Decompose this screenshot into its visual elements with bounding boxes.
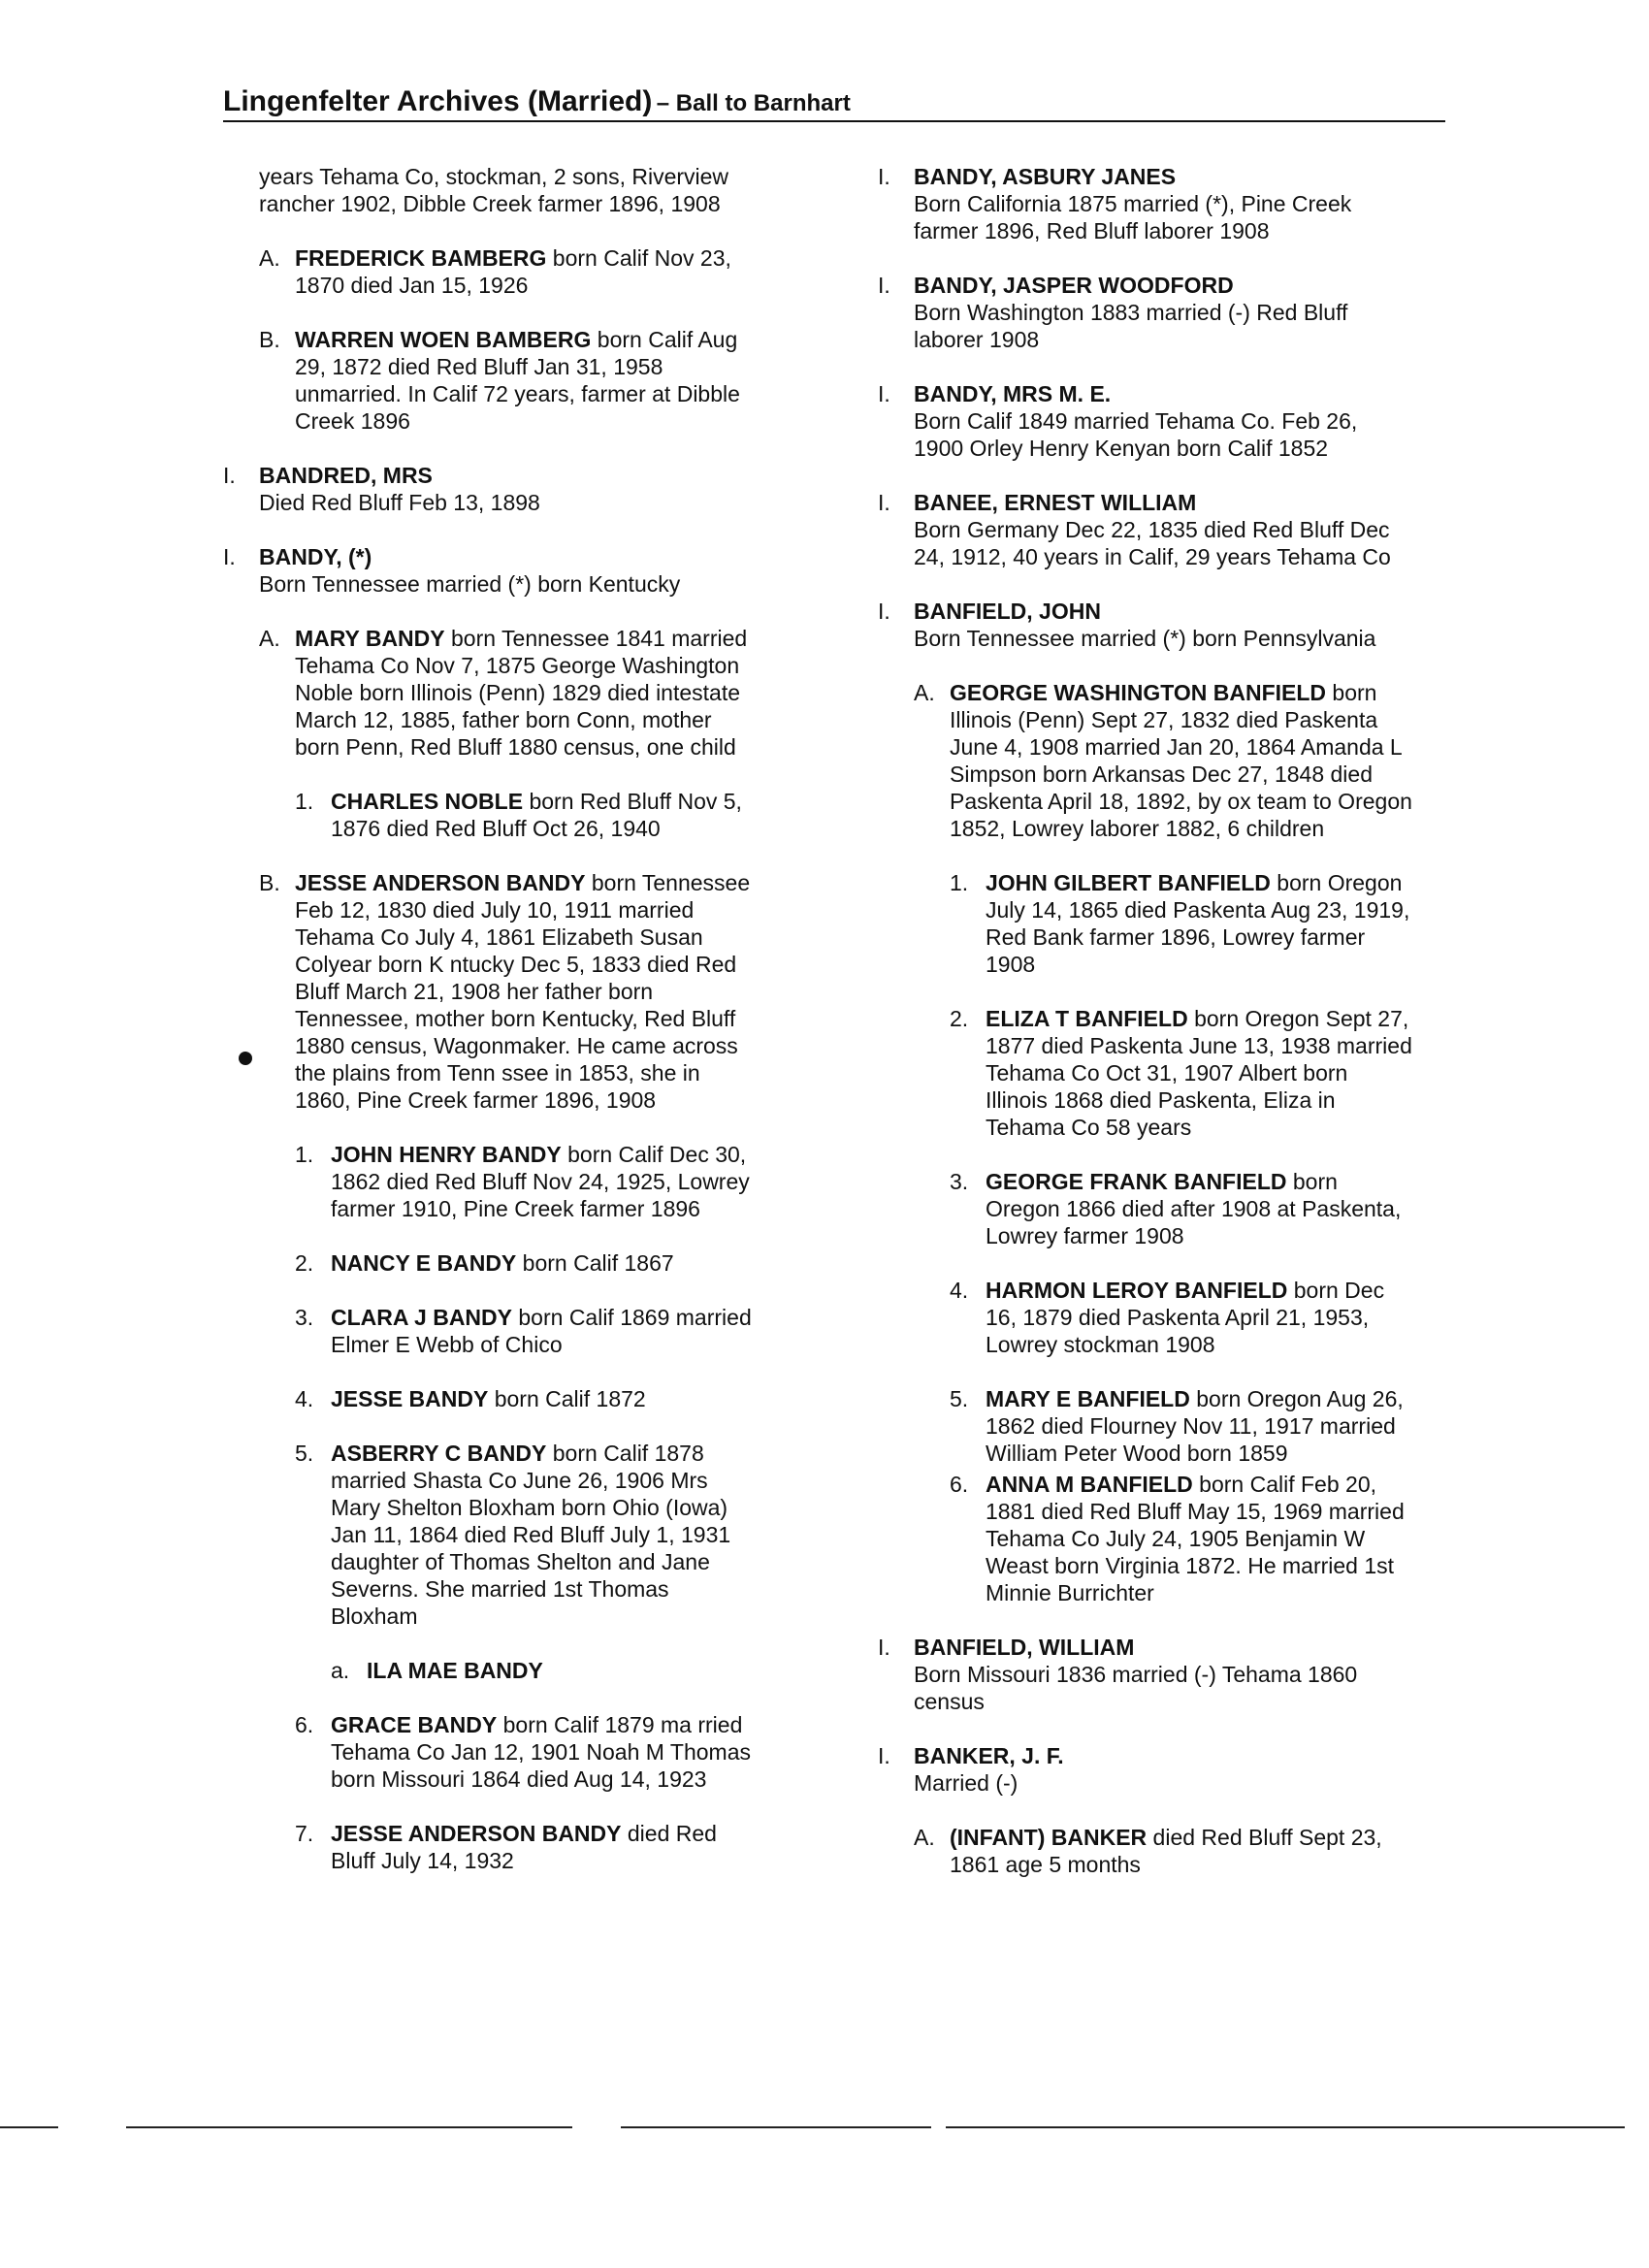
entry xyxy=(950,1471,1470,1606)
entry-marker: 4. xyxy=(295,1386,314,1411)
entry-marker: A. xyxy=(259,245,280,271)
entry xyxy=(878,598,1470,652)
entry-body xyxy=(914,272,1470,353)
entry-body xyxy=(331,1141,805,1222)
entry-marker: 7. xyxy=(295,1821,314,1846)
entry xyxy=(259,244,805,299)
entry-marker: I. xyxy=(878,1635,890,1660)
entry-name: ILA MAE BANDY xyxy=(367,1658,543,1683)
entry-name: GEORGE FRANK BANFIELD xyxy=(986,1169,1287,1194)
entry-marker: 5. xyxy=(295,1441,314,1466)
entry xyxy=(878,272,1470,353)
entry-marker: 1. xyxy=(295,1142,314,1167)
entry-text: born Calif 1869 married Elmer E Webb of Chico xyxy=(331,1305,752,1357)
entry-marker: 6. xyxy=(295,1712,314,1737)
entry-marker: 6. xyxy=(950,1472,969,1497)
entry-text: born Tennessee 1841 married Tehama Co Nov 7, 1875 George Washington Noble born Illinois (Penn) 1829 died intestate March 12, 1885, father born Conn, mother born Penn, Red Bluff 1880 census, one child xyxy=(295,626,748,760)
entry-marker: 1. xyxy=(950,870,969,895)
entry-marker: I. xyxy=(878,273,890,298)
entry-name: (INFANT) BANKER xyxy=(950,1825,1148,1850)
entry-text: Born Germany Dec 22, 1835 died Red Bluff Dec 24, 1912, 40 years in Calif, 29 years Tehama Co xyxy=(914,517,1391,569)
entry xyxy=(950,1385,1470,1467)
entry-name: BANFIELD, JOHN xyxy=(914,599,1101,624)
entry-name: ANNA M BANFIELD xyxy=(986,1472,1193,1497)
entry-text: born Calif Feb 20, 1881 died Red Bluff May 15, 1969 married Tehama Co July 24, 1905 Benjamin W Weast born Virginia 1872. He married 1st Minnie Burrichter xyxy=(986,1472,1405,1605)
entry-name: BANDY, JASPER WOODFORD xyxy=(914,273,1234,298)
entry-body xyxy=(986,1005,1470,1141)
entry-text: born Red Bluff Nov 5, 1876 died Red Bluff Oct 26, 1940 xyxy=(331,789,742,841)
entry-name: JOHN HENRY BANDY xyxy=(331,1142,562,1167)
entry-marker: I. xyxy=(878,490,890,515)
entry-text: Born Missouri 1836 married (-) Tehama 1860 census xyxy=(914,1662,1358,1714)
entry-name: CHARLES NOBLE xyxy=(331,789,524,814)
entry-name: BANKER, J. F. xyxy=(914,1743,1064,1768)
entry xyxy=(295,1385,805,1412)
entry-name: CLARA J BANDY xyxy=(331,1305,512,1330)
entry-body xyxy=(986,1277,1470,1358)
entry-body xyxy=(950,1824,1470,1878)
entry-marker: a. xyxy=(331,1658,350,1683)
entry-body xyxy=(986,1168,1470,1249)
scan-rule-segment xyxy=(946,2126,1625,2128)
entry-text: born Calif 1879 ma rried Tehama Co Jan 12, 1901 Noah M Thomas born Missouri 1864 died Aug 14, 1923 xyxy=(331,1712,751,1792)
entry-text: born Oregon July 14, 1865 died Paskenta Aug 23, 1919, Red Bank farmer 1896, Lowrey farmer 1908 xyxy=(986,870,1410,977)
entry-text: Born Tennessee married (*) born Pennsylvania xyxy=(914,626,1376,651)
entry-marker: 1. xyxy=(295,789,314,814)
entry-text: born Illinois (Penn) Sept 27, 1832 died Paskenta June 4, 1908 married Jan 20, 1864 Amanda L Simpson born Arkansas Dec 27, 1848 died Paskenta April 18, 1892, by ox team to Oregon 1852, Lowrey laborer 1882, 6 children xyxy=(950,680,1412,841)
entry xyxy=(259,869,805,1114)
entry xyxy=(331,1657,805,1684)
entry-text: Died Red Bluff Feb 13, 1898 xyxy=(259,490,540,515)
entry-marker: 3. xyxy=(295,1305,314,1330)
entry-name: BANDY, ASBURY JANES xyxy=(914,164,1177,189)
entry-name: GRACE BANDY xyxy=(331,1712,498,1737)
entry xyxy=(950,1277,1470,1358)
entry-body xyxy=(259,462,805,516)
entry xyxy=(295,1304,805,1358)
entry xyxy=(295,1711,805,1793)
entry-text: died Red Bluff Sept 23, 1861 age 5 months xyxy=(950,1825,1382,1877)
entry-body xyxy=(331,1249,805,1277)
entry-name: MARY BANDY xyxy=(295,626,445,651)
entry-text: Born Calif 1849 married Tehama Co. Feb 26, 1900 Orley Henry Kenyan born Calif 1852 xyxy=(914,408,1358,461)
entry xyxy=(295,788,805,842)
entry xyxy=(295,1141,805,1222)
entry xyxy=(878,163,1470,244)
entry-marker: I. xyxy=(878,164,890,189)
entry-body xyxy=(914,1742,1470,1797)
entry xyxy=(223,543,805,598)
entry-text: born Calif 1878 married Shasta Co June 26, 1906 Mrs Mary Shelton Bloxham born Ohio (Iowa) Jan 11, 1864 died Red Bluff July 1, 1931 daughter of Thomas Shelton and Jane Severns. She married 1st Thomas Bloxham xyxy=(331,1441,731,1629)
entry-text: born Oregon Aug 26, 1862 died Flourney Nov 11, 1917 married William Peter Wood born 1859 xyxy=(986,1386,1404,1466)
entry-name: ASBERRY C BANDY xyxy=(331,1441,547,1466)
entry-marker: A. xyxy=(914,680,935,705)
entry-body xyxy=(914,163,1470,244)
entry-text: born Calif Dec 30, 1862 died Red Bluff Nov 24, 1925, Lowrey farmer 1910, Pine Creek farmer 1896 xyxy=(331,1142,750,1221)
scan-rule-segment xyxy=(126,2126,572,2128)
entry-text: Born California 1875 married (*), Pine Creek farmer 1896, Red Bluff laborer 1908 xyxy=(914,191,1352,243)
entry-name: JESSE ANDERSON BANDY xyxy=(295,870,586,895)
entry-body xyxy=(986,1471,1470,1606)
entry-marker: A. xyxy=(259,626,280,651)
entry-body xyxy=(914,1634,1470,1715)
entry-marker: I. xyxy=(878,599,890,624)
page-subtitle: – Ball to Barnhart xyxy=(656,90,851,116)
entry-name: JESSE ANDERSON BANDY xyxy=(331,1821,622,1846)
scan-rule-segment xyxy=(0,2126,58,2128)
entry-name: FREDERICK BAMBERG xyxy=(295,245,547,271)
entry xyxy=(950,1005,1470,1141)
entry-body xyxy=(295,869,805,1114)
entry xyxy=(223,163,805,217)
entry-text: died Red Bluff July 14, 1932 xyxy=(331,1821,717,1873)
entry-body xyxy=(331,1820,805,1874)
entry xyxy=(878,1634,1470,1715)
entry xyxy=(259,326,805,435)
entry-body xyxy=(950,679,1470,842)
entry-name: ELIZA T BANFIELD xyxy=(986,1006,1188,1031)
entry-name: JESSE BANDY xyxy=(331,1386,489,1411)
entry-marker: I. xyxy=(223,544,236,569)
entry-name: BANDY, (*) xyxy=(259,544,372,569)
entry-body xyxy=(914,380,1470,462)
entry-text: born Oregon Sept 27, 1877 died Paskenta June 13, 1938 married Tehama Co Oct 31, 1907 Albert born Illinois 1868 died Paskenta, Eliza in Tehama Co 58 years xyxy=(986,1006,1412,1140)
entry-body xyxy=(986,1385,1470,1467)
entry xyxy=(914,1824,1470,1878)
entry xyxy=(950,1168,1470,1249)
bullet-mark xyxy=(239,1052,252,1065)
entry-text: born Tennessee Feb 12, 1830 died July 10, 1911 married Tehama Co July 4, 1861 Elizabeth Susan Colyear born K ntucky Dec 5, 1833 died Red Bluff March 21, 1908 her father born Tennessee, mother born Kentucky, Red Bluff 1880 census, Wagonmaker. He came across the plains from Tenn ssee in 1853, she in 1860, Pine Creek farmer 1896, 1908 xyxy=(295,870,751,1113)
page-title: Lingenfelter Archives (Married) xyxy=(223,85,653,117)
entry-body xyxy=(986,869,1470,978)
entry-marker: 4. xyxy=(950,1278,969,1303)
entry-marker: B. xyxy=(259,327,280,352)
entry-text: born Calif Aug 29, 1872 died Red Bluff Jan 31, 1958 unmarried. In Calif 72 years, farmer at Dibble Creek 1896 xyxy=(295,327,740,434)
entry-name: NANCY E BANDY xyxy=(331,1250,517,1276)
entry-text: born Oregon 1866 died after 1908 at Paskenta, Lowrey farmer 1908 xyxy=(986,1169,1402,1248)
entry xyxy=(914,679,1470,842)
entry-name: BANDRED, MRS xyxy=(259,463,433,488)
entry-text: Born Tennessee married (*) born Kentucky xyxy=(259,571,681,597)
entry-marker: 2. xyxy=(950,1006,969,1031)
entry-body xyxy=(331,1711,805,1793)
entry-name: BANDY, MRS M. E. xyxy=(914,381,1112,406)
entry xyxy=(295,1820,805,1874)
entry-marker: 3. xyxy=(950,1169,969,1194)
entry-marker: 2. xyxy=(295,1250,314,1276)
entry-body xyxy=(259,543,805,598)
entry-name: MARY E BANFIELD xyxy=(986,1386,1190,1411)
entry-marker: I. xyxy=(878,1743,890,1768)
entry-marker: I. xyxy=(878,381,890,406)
entry-body xyxy=(331,1304,805,1358)
entry xyxy=(878,380,1470,462)
entry-name: HARMON LEROY BANFIELD xyxy=(986,1278,1288,1303)
entry xyxy=(878,1742,1470,1797)
entry xyxy=(950,869,1470,978)
entry-text: born Dec 16, 1879 died Paskenta April 21, 1953, Lowrey stockman 1908 xyxy=(986,1278,1385,1357)
entry-marker: A. xyxy=(914,1825,935,1850)
entry xyxy=(295,1249,805,1277)
entry-text: born Calif 1867 xyxy=(516,1250,674,1276)
entry-name: BANEE, ERNEST WILLIAM xyxy=(914,490,1197,515)
entry-body xyxy=(914,489,1470,570)
entry-body xyxy=(295,326,805,435)
entry-name: GEORGE WASHINGTON BANFIELD xyxy=(950,680,1327,705)
entry-marker: 5. xyxy=(950,1386,969,1411)
left-column xyxy=(223,163,805,1901)
entry-text: Born Washington 1883 married (-) Red Bluff laborer 1908 xyxy=(914,300,1348,352)
entry-body xyxy=(914,598,1470,652)
right-column xyxy=(878,163,1470,1905)
entry-body xyxy=(367,1657,805,1684)
entry-text: born Calif 1872 xyxy=(488,1386,646,1411)
entry-body xyxy=(259,163,805,217)
entry xyxy=(295,1440,805,1630)
entry-body xyxy=(331,1385,805,1412)
entry-body xyxy=(295,625,805,761)
entry-name: BANFIELD, WILLIAM xyxy=(914,1635,1135,1660)
entry-name: WARREN WOEN BAMBERG xyxy=(295,327,592,352)
entry-marker: B. xyxy=(259,870,280,895)
entry xyxy=(223,462,805,516)
entry-text: Married (-) xyxy=(914,1770,1018,1796)
entry-marker: I. xyxy=(223,463,236,488)
entry-name: JOHN GILBERT BANFIELD xyxy=(986,870,1271,895)
entry xyxy=(878,489,1470,570)
entry-text: years Tehama Co, stockman, 2 sons, Riverview rancher 1902, Dibble Creek farmer 1896, 1908 xyxy=(259,164,729,216)
entry-body xyxy=(331,1440,805,1630)
entry-text: born Calif Nov 23, 1870 died Jan 15, 1926 xyxy=(295,245,731,298)
entry-body xyxy=(295,244,805,299)
entry xyxy=(259,625,805,761)
entry-body xyxy=(331,788,805,842)
page-header xyxy=(223,85,1445,122)
scan-rule-segment xyxy=(621,2126,931,2128)
